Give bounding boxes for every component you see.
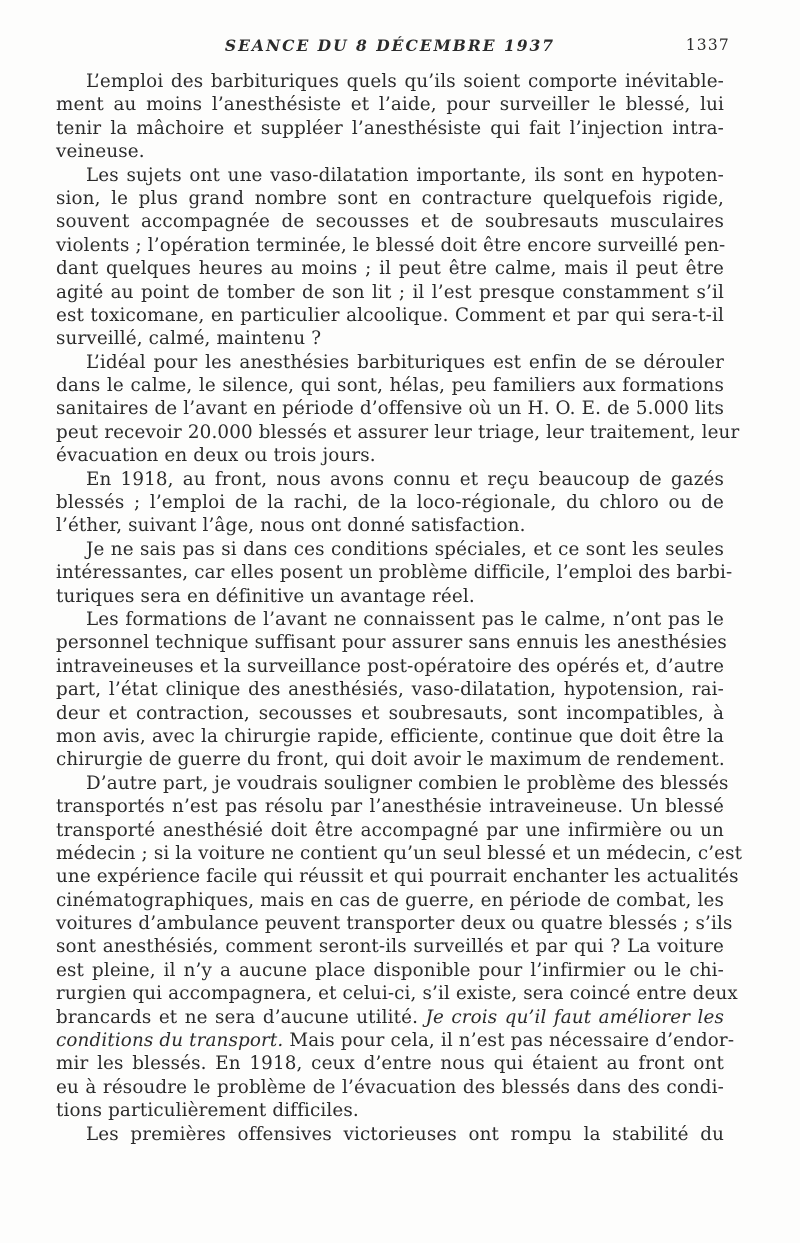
text-fragment: Mais pour cela, il n’est pas nécessaire d’endor- — [283, 1030, 735, 1052]
text-line: rurgien qui accompagnera, et celui-ci, s’il existe, sera coincé entre deux — [56, 983, 738, 1005]
text-line: intéressantes, car elles posent un problème difficile, l’emploi des barbi- — [56, 562, 733, 584]
text-line: dant quelques heures au moins ; il peut être calme, mais il peut être — [56, 258, 724, 280]
text-line: transportés n’est pas résolu par l’anesthésie intraveineuse. Un blessé — [56, 796, 724, 818]
text-line: agité au point de tomber de son lit ; il l’est presque constamment s’il — [56, 281, 724, 303]
text-line: souvent accompagnée de secousses et de soubresauts musculaires — [56, 211, 724, 233]
body-text — [56, 70, 743, 1146]
text-line: turiques sera en définitive un avantage réel. — [56, 585, 475, 607]
text-line: Je ne sais pas si dans ces conditions spéciales, et ce sont les seules — [86, 538, 724, 560]
text-line: personnel technique suffisant pour assurer sans ennuis les anesthésies — [56, 632, 727, 654]
text-line: D’autre part, je voudrais souligner combien le problème des blessés — [86, 772, 729, 794]
text-line: est toxicomane, en particulier alcoolique. Comment et par qui sera-t-il — [56, 304, 724, 326]
text-line: L’emploi des barbituriques quels qu’ils soient comporte inévitable- — [86, 71, 724, 92]
text-line: Les formations de l’avant ne connaissent pas le calme, n’ont pas le — [86, 608, 724, 630]
running-head — [56, 36, 730, 58]
text-line: une expérience facile qui réussit et qui pourrait enchanter les actualités — [56, 866, 739, 888]
text-line: mon avis, avec la chirurgie rapide, efficiente, continue que doit être la — [56, 725, 724, 747]
text-line: deur et contraction, secousses et soubresauts, sont incompatibles, à — [56, 702, 724, 724]
text-line: intraveineuses et la surveillance post-opératoire des opérés et, d’autre — [56, 655, 725, 677]
text-line: tenir la mâchoire et suppléer l’anesthésiste qui fait l’injection intra- — [56, 117, 724, 139]
text-line: peut recevoir 20.000 blessés et assurer leur triage, leur traitement, leur — [56, 421, 740, 443]
text-line: L’idéal pour les anesthésies barbituriques est enfin de se dérouler — [86, 351, 724, 373]
italic-text: conditions du transport. — [56, 1030, 284, 1052]
text-line: médecin ; si la voiture ne contient qu’un seul blessé et un médecin, c’est — [56, 842, 743, 864]
text-line: évacuation en deux ou trois jours. — [56, 445, 376, 467]
running-title: SEANCE DU 8 DÉCEMBRE 1937 — [224, 36, 556, 55]
page-number: 1337 — [685, 36, 730, 54]
text-line: sanitaires de l’avant en période d’offensive où un H. O. E. de 5.000 lits — [56, 398, 724, 420]
text-line: surveillé, calmé, maintenu ? — [56, 328, 322, 350]
text-line: chirurgie de guerre du front, qui doit avoir le maximum de rendement. — [56, 749, 725, 771]
text-line — [56, 1029, 735, 1052]
text-line: Les sujets ont une vaso-dilatation importante, ils sont en hypoten- — [86, 164, 724, 186]
text-line: transporté anesthésié doit être accompagné par une infirmière ou un — [56, 819, 724, 841]
text-fragment: brancards et ne sera d’aucune utilité. — [56, 1006, 426, 1028]
text-line: Les premières offensives victorieuses ont rompu la stabilité du — [86, 1123, 724, 1145]
italic-text: Je crois qu’il faut améliorer les — [425, 1006, 724, 1028]
text-line: mir les blessés. En 1918, ceux d’entre nous qui étaient au front ont — [56, 1053, 724, 1075]
text-line: tions particulièrement difficiles. — [56, 1100, 359, 1122]
text-line: blessés ; l’emploi de la rachi, de la loco-régionale, du chloro ou de — [56, 492, 724, 514]
text-line: sion, le plus grand nombre sont en contracture quelquefois rigide, — [56, 187, 724, 209]
text-line: veineuse. — [56, 141, 145, 163]
text-line: eu à résoudre le problème de l’évacuation des blessés dans des condi- — [56, 1076, 724, 1098]
text-line: ment au moins l’anesthésiste et l’aide, pour surveiller le blessé, lui — [56, 94, 724, 116]
text-line: l’éther, suivant l’âge, nous ont donné satisfaction. — [56, 515, 526, 537]
text-line: violents ; l’opération terminée, le blessé doit être encore surveillé pen- — [56, 234, 726, 256]
text-line: voitures d’ambulance peuvent transporter deux ou quatre blessés ; s’ils — [56, 913, 733, 935]
text-line: part, l’état clinique des anesthésiés, vaso-dilatation, hypotension, rai- — [56, 679, 724, 701]
text-line — [56, 1006, 724, 1029]
text-line: En 1918, au front, nous avons connu et reçu beaucoup de gazés — [86, 468, 724, 490]
text-line: est pleine, il n’y a aucune place disponible pour l’infirmier ou le chi- — [56, 959, 724, 981]
text-line: sont anesthésiés, comment seront-ils surveillés et par qui ? La voiture — [56, 936, 724, 958]
text-line: cinématographiques, mais en cas de guerre, en période de combat, les — [56, 889, 724, 911]
text-line: dans le calme, le silence, qui sont, hélas, peu familiers aux formations — [56, 375, 724, 397]
